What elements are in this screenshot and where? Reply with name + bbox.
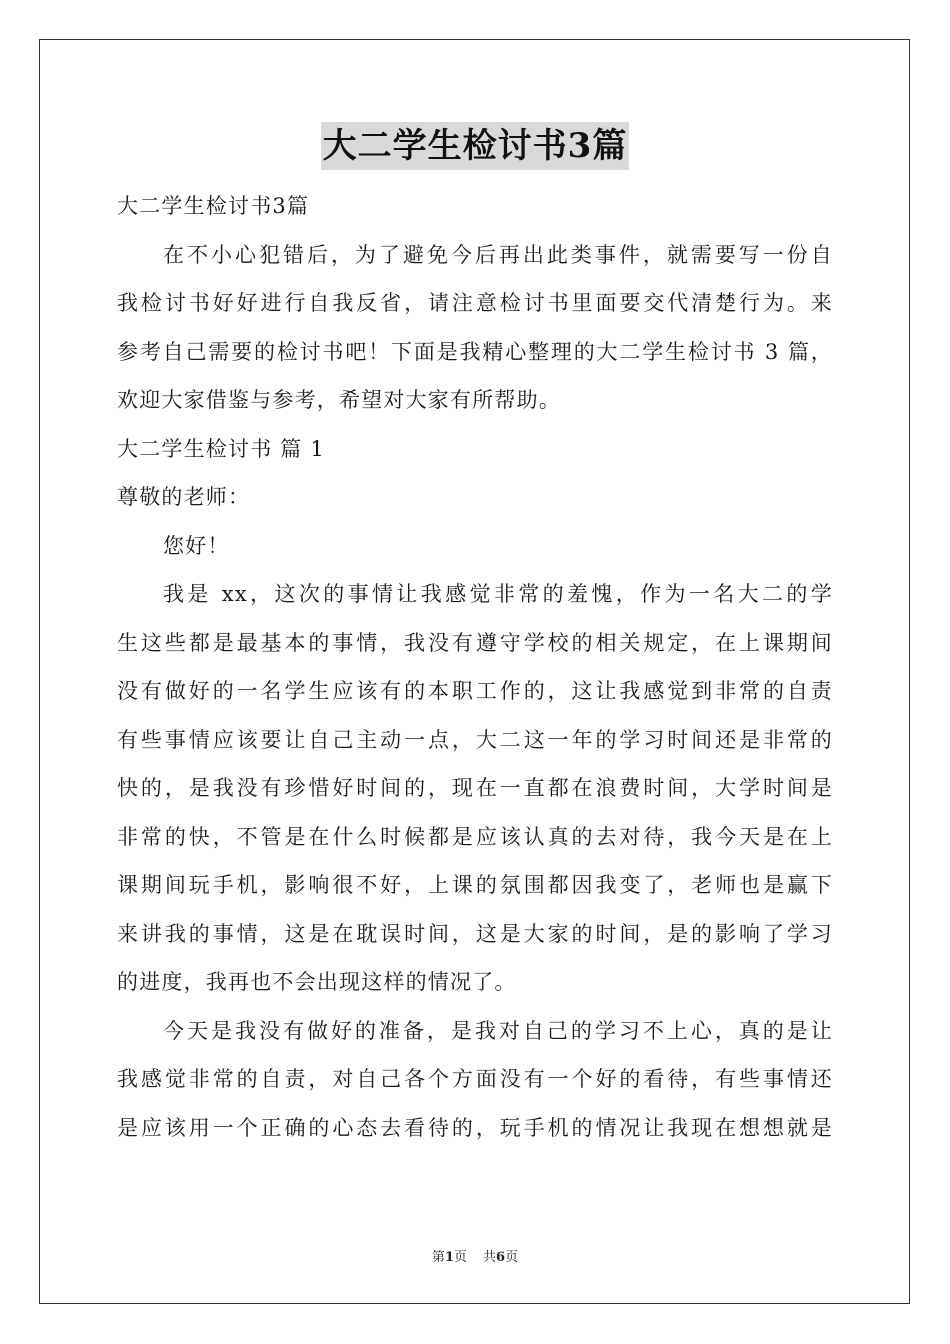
page-footer [0,1246,950,1265]
line-13: 非常的快，不管是在什么时候都是应该认真的去对待，我今天是在上 [117,824,833,849]
line-8: 我是 xx，这次的事情让我感觉非常的羞愧，作为一名大二的学 [163,582,833,606]
line-3: 参考自己需要的检讨书吧！下面是我精心整理的大二学生检讨书 3 篇， [117,339,833,364]
line-9: 生这些都是最基本的事情，我没有遵守学校的相关规定，在上课期间 [117,630,833,655]
line-16: 的进度，我再也不会出现这样的情况了。 [117,970,517,994]
line-6: 尊敬的老师： [117,485,251,509]
footer-total-prefix: 共 [483,1250,497,1265]
line-15: 来讲我的事情，这是在耽误时间，这是大家的时间，是的影响了学习 [117,921,833,946]
footer-page-suffix: 页 [453,1250,467,1265]
line-17: 今天是我没有做好的准备，是我对自己的学习不上心，真的是让 [163,1018,833,1043]
footer-total-suffix: 页 [505,1250,519,1265]
footer-prefix: 第 [431,1250,445,1265]
title-container [0,122,950,170]
line-10: 没有做好的一名学生应该有的本职工作的，这让我感觉到非常的自责 [117,679,833,703]
document-title: 大二学生检讨书3篇 [321,122,630,170]
current-page-number: 1 [444,1250,454,1265]
line-7: 您好！ [163,533,230,558]
line-0: 大二学生检讨书3篇 [117,194,310,218]
document-body [117,182,833,1152]
line-2: 我检讨书好好进行自我反省，请注意检讨书里面要交代清楚行为。来 [117,291,833,315]
line-14: 课期间玩手机，影响很不好，上课的氛围都因我变了，老师也是赢下 [117,873,833,897]
line-11: 有些事情应该要让自己主动一点，大二这一年的学习时间还是非常的 [117,727,833,752]
line-4: 欢迎大家借鉴与参考，希望对大家有所帮助。 [117,388,561,412]
line-18: 我感觉非常的自责，对自己各个方面没有一个好的看待，有些事情还 [117,1067,833,1091]
total-pages-number: 6 [496,1250,506,1265]
line-19: 是应该用一个正确的心态去看待的，玩手机的情况让我现在想想就是 [117,1115,833,1140]
line-12: 快的，是我没有珍惜好时间的，现在一直都在浪费时间，大学时间是 [117,776,833,800]
line-1: 在不小心犯错后，为了避免今后再出此类事件，就需要写一份自 [163,242,833,267]
line-5: 大二学生检讨书 篇 1 [117,436,325,461]
